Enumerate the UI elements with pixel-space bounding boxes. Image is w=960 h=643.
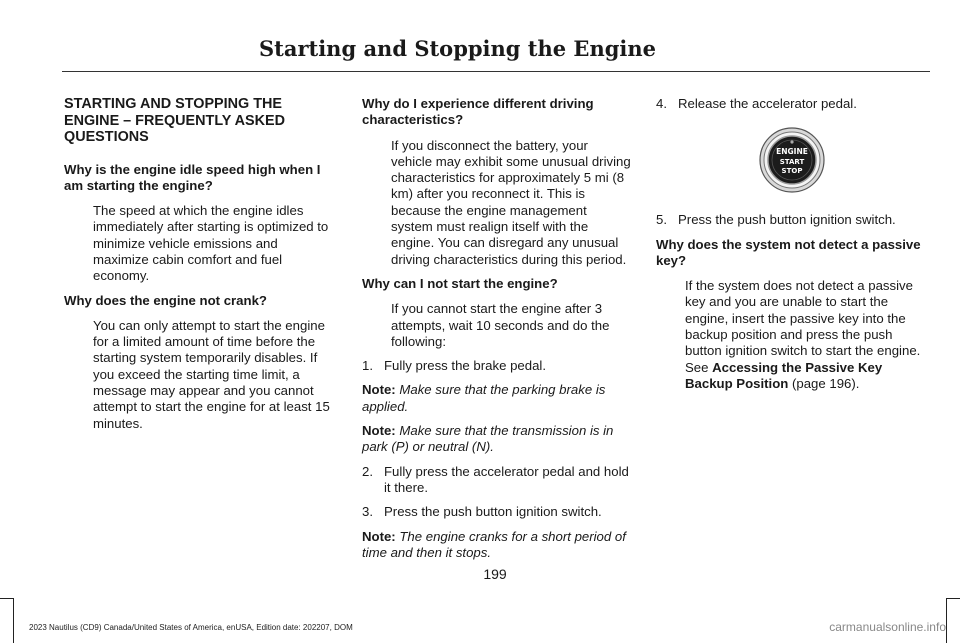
question-idle-speed: Why is the engine idle speed high when I am starting the engine? <box>64 161 321 193</box>
section-heading: STARTING AND STOPPING THE ENGINE – FREQUENTLY ASKED QUESTIONS <box>64 96 285 145</box>
question-passive-key: Why does the system not detect a passive key? <box>656 236 921 268</box>
answer-driving-characteristics: If you disconnect the battery, your vehicle may exhibit some unusual driving characteristics for approximately 5 mi (8 km) after you reconnect it. This is because the engine management system must realign itself with the engine. You can disregard any unusual driving characteristics during this period. <box>391 137 631 267</box>
note-transmission: Note: Make sure that the transmission is in park (P) or neutral (N). <box>362 423 614 455</box>
step-3: 3. Press the push button ignition switch. <box>362 504 602 520</box>
step-2: 2. Fully press the accelerator pedal and hold it there. <box>362 463 629 495</box>
column-1 <box>64 96 336 440</box>
button-label-stop: STOP <box>781 167 803 176</box>
column-2 <box>362 96 632 569</box>
step-4: 4. Release the accelerator pedal. <box>656 96 857 111</box>
button-label-engine: ENGINE <box>776 147 808 157</box>
page-header <box>0 36 958 61</box>
answer-cannot-start: If you cannot start the engine after 3 attempts, wait 10 seconds and do the following: <box>391 301 610 349</box>
watermark: carmanualsonline.info <box>829 620 946 634</box>
crop-mark-right <box>946 598 947 643</box>
header-rule <box>62 71 930 72</box>
crop-mark-left-h <box>0 598 14 599</box>
crop-mark-left <box>13 598 14 643</box>
question-not-crank: Why does the engine not crank? <box>64 292 267 308</box>
answer-passive-key: If the system does not detect a passive key and you are unable to start the engine, insert the passive key into the backup position and press the push button ignition switch to start the engine. See Accessing the Passive Key Backup Position (page 196). <box>685 278 921 391</box>
step-1: 1. Fully press the brake pedal. <box>362 358 546 374</box>
column-3 <box>656 96 928 400</box>
engine-start-stop-button-illustration <box>740 120 838 196</box>
edition-footer: 2023 Nautilus (CD9) Canada/United States of America, enUSA, Edition date: 202207, DOM <box>29 623 353 632</box>
note-engine-cranks: Note: The engine cranks for a short period of time and then it stops. <box>362 528 626 560</box>
question-driving-characteristics: Why do I experience different driving characteristics? <box>362 96 594 128</box>
note-parking-brake: Note: Make sure that the parking brake is applied. <box>362 382 606 414</box>
header-title: Starting and Stopping the Engine <box>258 36 656 61</box>
button-label-start: START <box>779 158 805 167</box>
answer-idle-speed: The speed at which the engine idles immediately after starting is optimized to minimize vehicle emissions and maximize cabin comfort and fuel economy. <box>93 203 329 284</box>
engine-start-stop-icon <box>740 120 838 196</box>
page-number: 199 <box>483 566 507 582</box>
step-5: 5. Press the push button ignition switch. <box>656 212 896 228</box>
link-passive-key-backup[interactable]: Accessing the Passive Key Backup Position <box>685 359 883 391</box>
answer-not-crank: You can only attempt to start the engine for a limited amount of time before the starting system temporarily disables. If you exceed the starting time limit, a message may appear and you cannot attempt to start the engine for at least 15 minutes. <box>93 317 330 431</box>
crop-mark-right-h <box>946 598 960 599</box>
question-cannot-start: Why can I not start the engine? <box>362 275 558 291</box>
